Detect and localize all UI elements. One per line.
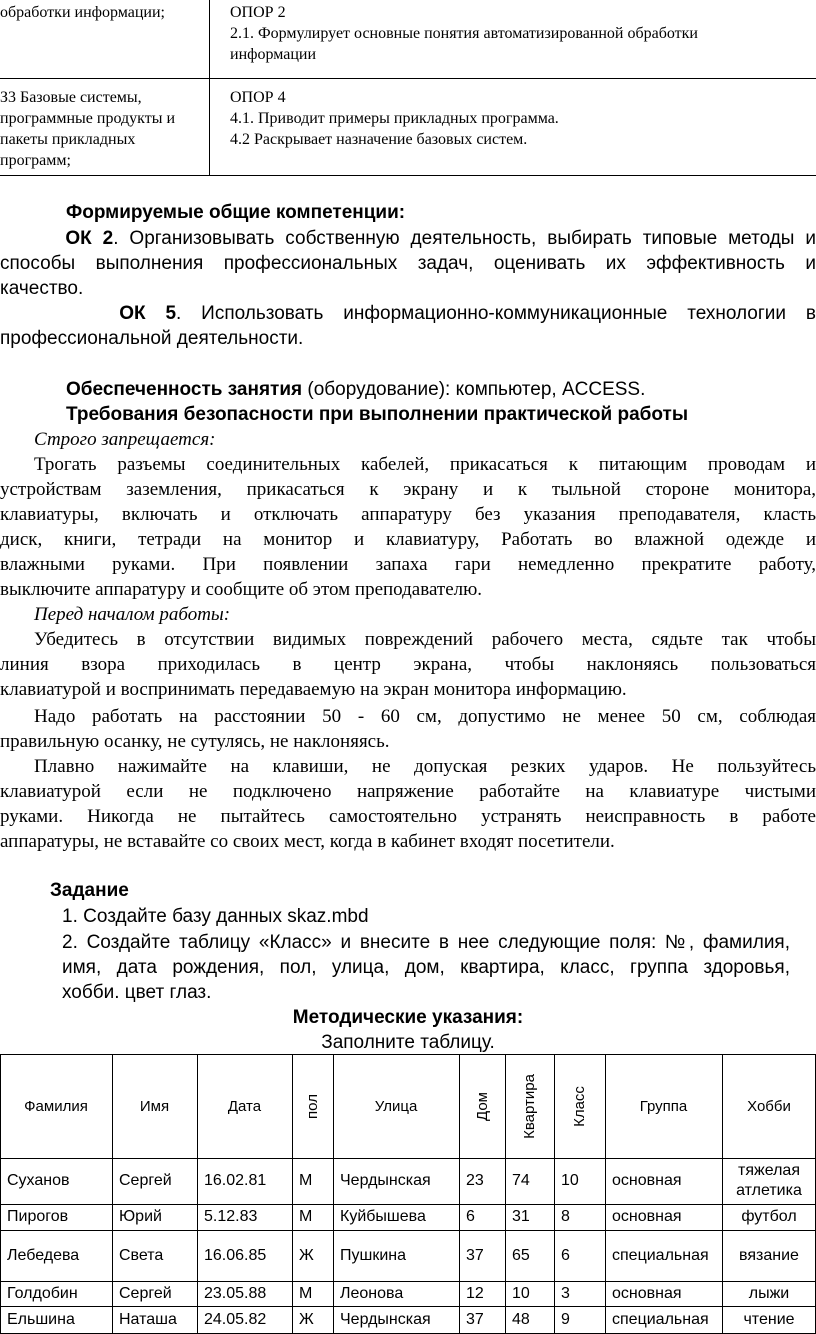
table-cell: Ж bbox=[299, 1311, 314, 1328]
table-cell: М bbox=[299, 1172, 313, 1189]
forbidden-line: устройствам заземления, прикасаться к экрану и к тыльной стороне монитора, bbox=[0, 479, 816, 500]
table-cell: 48 bbox=[512, 1311, 530, 1328]
ok5-code: ОК 5 bbox=[119, 303, 177, 324]
table-header-cell bbox=[197, 1054, 292, 1158]
ok2-line: качество. bbox=[0, 278, 84, 299]
forbidden-line: влажными руками. При появлении запаха гари немедленно прекратите работу, bbox=[0, 554, 816, 575]
table-cell: Юрий bbox=[119, 1208, 162, 1225]
table-cell: Ельшина bbox=[7, 1311, 75, 1328]
before-line: Надо работать на расстоянии 50 - 60 см, допустимо не менее 50 см, соблюдая bbox=[34, 706, 816, 727]
table-header-label: Дата bbox=[227, 1097, 262, 1115]
table-cell: Лебедева bbox=[7, 1246, 80, 1264]
table-cell: 24.05.82 bbox=[204, 1311, 267, 1328]
competencies-heading: Формируемые общие компетенции: bbox=[66, 202, 406, 223]
table-header-label: Хобби bbox=[747, 1097, 791, 1115]
table-cell: основная bbox=[612, 1172, 682, 1189]
before-line: руками. Никогда не пытайтесь самостоятельно устранять неисправность в работе bbox=[0, 806, 816, 827]
forbidden-line: выключите аппаратуру и сообщите об этом преподавателю. bbox=[0, 579, 483, 600]
table-header-label: Класс bbox=[571, 1085, 588, 1127]
table-cell: основная bbox=[612, 1208, 682, 1225]
table-cell: 10 bbox=[561, 1172, 579, 1189]
before-line: Плавно нажимайте на клавиши, не допуская резких ударов. Не пользуйтесь bbox=[34, 756, 816, 777]
before-line: Убедитесь в отсутствии видимых повреждений рабочего места, сядьте так чтобы bbox=[34, 629, 816, 650]
table-header-label: пол bbox=[303, 1093, 321, 1119]
table-cell: 31 bbox=[512, 1208, 530, 1225]
table-cell: Куйбышева bbox=[340, 1208, 426, 1225]
table-cell: специальная bbox=[612, 1246, 709, 1264]
ok5-line: профессиональной деятельности. bbox=[0, 328, 304, 349]
table-cell: 37 bbox=[466, 1311, 484, 1328]
table-cell: М bbox=[299, 1208, 313, 1225]
table-header-label: Квартира bbox=[521, 1073, 539, 1139]
table-cell: 16.06.85 bbox=[204, 1246, 267, 1264]
ok2-line: ОК 2. Организовывать собственную деятельность, выбирать типовые методы и bbox=[65, 228, 816, 249]
task-heading: Задание bbox=[50, 880, 129, 901]
ok2-code: ОК 2 bbox=[65, 228, 114, 249]
table-header-cell bbox=[459, 1054, 505, 1158]
table-cell: Чердынская bbox=[340, 1172, 431, 1189]
table-cell: 37 bbox=[466, 1246, 484, 1264]
ok5-line: ОК 5. Использовать информационно-коммуникационные технологии в bbox=[119, 303, 816, 324]
top-table-cell: обработки информации; bbox=[0, 4, 165, 21]
before-label: Перед началом работы: bbox=[34, 604, 231, 625]
top-table-cell: З3 Базовые системы, программные продукты и пакеты прикладных программ; bbox=[0, 89, 175, 169]
table-cell: основная bbox=[612, 1284, 682, 1302]
table-cell: чтение bbox=[743, 1311, 795, 1328]
task-item: хобби. цвет глаз. bbox=[62, 982, 212, 1003]
table-cell: 6 bbox=[466, 1208, 475, 1225]
table-cell: 10 bbox=[512, 1284, 530, 1302]
task-item: 1. Создайте базу данных skaz.mbd bbox=[62, 906, 369, 927]
table-cell: М bbox=[299, 1284, 313, 1302]
table-header-cell bbox=[605, 1054, 722, 1158]
table-cell: Чердынская bbox=[340, 1311, 431, 1328]
table-header-cell bbox=[292, 1054, 333, 1158]
before-line: клавиатурой и воспринимать передаваемую на экран монитора информацию. bbox=[0, 679, 627, 700]
table-row-divider bbox=[0, 78, 816, 79]
equipment-line: Обеспеченность занятия (оборудование): компьютер, ACCESS. bbox=[66, 379, 646, 400]
table-cell: 74 bbox=[512, 1172, 530, 1189]
table-header-cell bbox=[554, 1054, 605, 1158]
table-cell: 12 bbox=[466, 1284, 484, 1302]
before-line: линия взора приходилась в центр экрана, чтобы наклоняясь пользоваться bbox=[0, 654, 816, 675]
table-cell: 5.12.83 bbox=[204, 1208, 258, 1225]
table-cell: Света bbox=[119, 1246, 164, 1264]
forbidden-line: Трогать разъемы соединительных кабелей, прикасаться к питающим проводам и bbox=[34, 454, 816, 475]
table-cell: 9 bbox=[561, 1311, 570, 1328]
table-cell: 6 bbox=[561, 1246, 570, 1264]
table-cell: футбол bbox=[741, 1208, 797, 1225]
top-table-cell: ОПОР 2 2.1. Формулирует основные понятия автоматизированной обработки информации bbox=[230, 4, 698, 63]
table-cell: Ж bbox=[299, 1246, 314, 1264]
table-cell: Наташа bbox=[119, 1311, 177, 1328]
table-cell: Сергей bbox=[119, 1284, 172, 1302]
students-table bbox=[0, 1054, 816, 1334]
table-cell: Пирогов bbox=[7, 1208, 69, 1225]
table-cell: 3 bbox=[561, 1284, 570, 1302]
table-cell: Сергей bbox=[119, 1172, 172, 1189]
table-cell: Голдобин bbox=[7, 1284, 78, 1302]
before-line: аппаратуры, не вставайте со своих мест, когда в кабинет входят посетители. bbox=[0, 831, 615, 852]
table-header-cell bbox=[0, 1054, 112, 1158]
before-line: правильную осанку, не сутулясь, не наклоняясь. bbox=[0, 731, 390, 752]
forbidden-label: Строго запрещается: bbox=[34, 429, 216, 450]
table-header-label: Улица bbox=[374, 1097, 418, 1115]
table-cell: 8 bbox=[561, 1208, 570, 1225]
forbidden-line: клавиатуры, включать и отключать аппаратуру без указания преподавателя, класть bbox=[0, 504, 816, 525]
task-item: имя, дата рождения, пол, улица, дом, квартира, класс, группа здоровья, bbox=[62, 957, 790, 978]
table-header-cell bbox=[112, 1054, 197, 1158]
method-subheading: Заполните таблицу. bbox=[321, 1032, 495, 1053]
table-cell: лыжи bbox=[748, 1284, 790, 1302]
table-cell: 23.05.88 bbox=[204, 1284, 267, 1302]
table-cell: специальная bbox=[612, 1311, 709, 1328]
table-header-label: Имя bbox=[139, 1097, 170, 1115]
table-cell: Суханов bbox=[7, 1172, 70, 1189]
before-line: клавиатурой если не подключено напряжение работайте на клавиатуре чистыми bbox=[0, 781, 816, 802]
method-heading: Методические указания: bbox=[292, 1007, 524, 1028]
table-cell: тяжелая атлетика bbox=[736, 1162, 802, 1199]
table-column-divider bbox=[209, 0, 210, 176]
task-item: 2. Создайте таблицу «Класс» и внесите в нее следующие поля: №, фамилия, bbox=[62, 932, 790, 953]
ok2-line: способы выполнения профессиональных задач, оценивать их эффективность и bbox=[0, 253, 816, 274]
table-header-label: Дом bbox=[473, 1091, 491, 1121]
table-cell: вязание bbox=[739, 1246, 799, 1264]
table-cell: 23 bbox=[466, 1172, 484, 1189]
top-table-cell: ОПОР 4 4.1. Приводит примеры прикладных программа. 4.2 Раскрывает назначение базовых систем. bbox=[230, 89, 559, 148]
table-header-cell bbox=[505, 1054, 554, 1158]
table-header-label: Группа bbox=[639, 1097, 688, 1115]
table-cell: Пушкина bbox=[340, 1246, 407, 1264]
table-cell: 16.02.81 bbox=[204, 1172, 267, 1189]
table-header-cell bbox=[722, 1054, 816, 1158]
safety-heading: Требования безопасности при выполнении практической работы bbox=[66, 404, 689, 425]
table-cell: Леонова bbox=[340, 1284, 404, 1302]
top-table bbox=[0, 0, 816, 176]
table-bottom-border bbox=[0, 175, 816, 176]
table-header-cell bbox=[333, 1054, 459, 1158]
table-cell: 65 bbox=[512, 1246, 530, 1264]
table-header-label: Фамилия bbox=[24, 1097, 88, 1115]
forbidden-line: диск, книги, тетради на монитор и клавиатуру, Работать во влажной одежде и bbox=[0, 529, 816, 550]
